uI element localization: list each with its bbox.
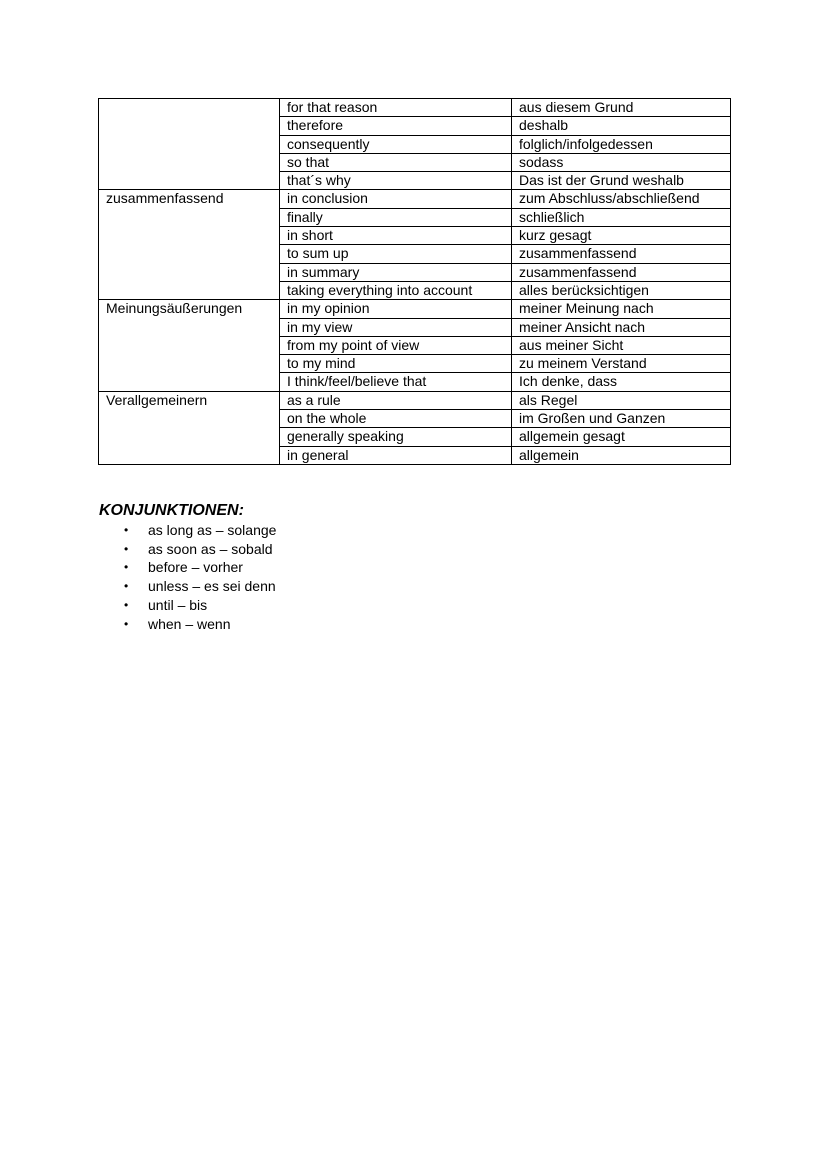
english-phrase-cell: taking everything into account	[280, 281, 512, 299]
category-cell: Meinungsäußerungen	[99, 300, 280, 318]
table-row	[99, 263, 731, 281]
category-cell	[99, 410, 280, 428]
english-phrase-cell: in conclusion	[280, 190, 512, 208]
vocabulary-table	[98, 98, 731, 465]
list-item	[121, 540, 276, 559]
table-row	[99, 153, 731, 171]
german-translation-cell: sodass	[512, 153, 731, 171]
bullet-icon: •	[124, 541, 129, 556]
table-row	[99, 336, 731, 354]
german-translation-cell: meiner Ansicht nach	[512, 318, 731, 336]
conjunction-text: as long as – solange	[148, 522, 277, 538]
german-translation-cell: zum Abschluss/abschließend	[512, 190, 731, 208]
english-phrase-cell: in short	[280, 227, 512, 245]
category-cell	[99, 446, 280, 464]
category-cell	[99, 263, 280, 281]
table-row	[99, 428, 731, 446]
table-row	[99, 446, 731, 464]
german-translation-cell: zusammenfassend	[512, 263, 731, 281]
german-translation-cell: schließlich	[512, 208, 731, 226]
german-translation-cell: zusammenfassend	[512, 245, 731, 263]
category-cell	[99, 318, 280, 336]
english-phrase-cell: therefore	[280, 117, 512, 135]
table-row	[99, 208, 731, 226]
conjunction-list	[121, 521, 276, 633]
german-translation-cell: alles berücksichtigen	[512, 281, 731, 299]
table-row	[99, 172, 731, 190]
english-phrase-cell: finally	[280, 208, 512, 226]
german-translation-cell: meiner Meinung nach	[512, 300, 731, 318]
conjunction-text: as soon as – sobald	[148, 540, 273, 557]
english-phrase-cell: on the whole	[280, 410, 512, 428]
category-cell	[99, 355, 280, 373]
german-translation-cell: allgemein gesagt	[512, 428, 731, 446]
section-title: KONJUNKTIONEN:	[99, 502, 244, 519]
table-row	[99, 300, 731, 318]
conjunction-text: unless – es sei denn	[148, 578, 276, 595]
english-phrase-cell: in summary	[280, 263, 512, 281]
german-translation-cell: Das ist der Grund weshalb	[512, 172, 731, 190]
table-row	[99, 117, 731, 135]
german-translation-cell: zu meinem Verstand	[512, 355, 731, 373]
bullet-icon: •	[124, 560, 129, 575]
list-item	[121, 521, 276, 540]
english-phrase-cell: generally speaking	[280, 428, 512, 446]
english-phrase-cell: from my point of view	[280, 336, 512, 354]
category-cell	[99, 245, 280, 263]
english-phrase-cell: that´s why	[280, 172, 512, 190]
category-cell	[99, 117, 280, 135]
english-phrase-cell: so that	[280, 153, 512, 171]
bullet-icon: •	[124, 579, 129, 594]
conjunction-text: until – bis	[148, 596, 208, 613]
category-cell	[99, 281, 280, 299]
english-phrase-cell: to my mind	[280, 355, 512, 373]
english-phrase-cell: to sum up	[280, 245, 512, 263]
german-translation-cell: aus meiner Sicht	[512, 336, 731, 354]
category-cell: Verallgemeinern	[99, 391, 280, 409]
german-translation-cell: deshalb	[512, 117, 731, 135]
english-phrase-cell: in general	[280, 446, 512, 464]
conjunction-text: before – vorher	[148, 559, 243, 576]
german-translation-cell: aus diesem Grund	[512, 99, 731, 117]
table-row	[99, 410, 731, 428]
bullet-icon: •	[124, 523, 129, 537]
category-cell: zusammenfassend	[99, 190, 280, 208]
list-item	[121, 558, 276, 577]
category-cell	[99, 208, 280, 226]
bullet-icon: •	[124, 616, 129, 631]
category-cell	[99, 153, 280, 171]
category-cell	[99, 172, 280, 190]
table-row	[99, 135, 731, 153]
english-phrase-cell: I think/feel/believe that	[280, 373, 512, 391]
english-phrase-cell: in my opinion	[280, 300, 512, 318]
category-cell	[99, 373, 280, 391]
table-row	[99, 318, 731, 336]
category-cell	[99, 99, 280, 117]
vocabulary-table-body	[99, 99, 731, 465]
table-row	[99, 99, 731, 117]
table-row	[99, 190, 731, 208]
category-cell	[99, 428, 280, 446]
category-cell	[99, 227, 280, 245]
table-row	[99, 245, 731, 263]
list-item	[121, 596, 276, 615]
german-translation-cell: als Regel	[512, 391, 731, 409]
table-row	[99, 355, 731, 373]
english-phrase-cell: as a rule	[280, 391, 512, 409]
german-translation-cell: Ich denke, dass	[512, 373, 731, 391]
table-row	[99, 373, 731, 391]
german-translation-cell: folglich/infolgedessen	[512, 135, 731, 153]
category-cell	[99, 135, 280, 153]
list-item	[121, 615, 276, 634]
bullet-icon: •	[124, 597, 129, 612]
conjunction-text: when – wenn	[148, 615, 231, 632]
english-phrase-cell: for that reason	[280, 99, 512, 117]
german-translation-cell: kurz gesagt	[512, 227, 731, 245]
table-row	[99, 281, 731, 299]
german-translation-cell: allgemein	[512, 446, 731, 464]
english-phrase-cell: in my view	[280, 318, 512, 336]
list-item	[121, 577, 276, 596]
table-row	[99, 391, 731, 409]
german-translation-cell: im Großen und Ganzen	[512, 410, 731, 428]
english-phrase-cell: consequently	[280, 135, 512, 153]
table-row	[99, 227, 731, 245]
category-cell	[99, 336, 280, 354]
